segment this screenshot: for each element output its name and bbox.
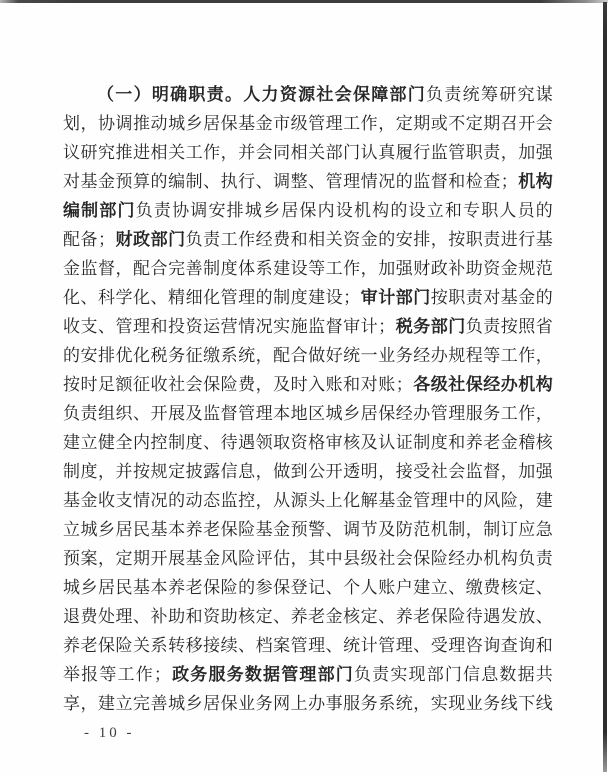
- text-run: 金监督，配合完善制度体系建设等工作，加强财政补助资金规范: [63, 259, 553, 278]
- document-body: [63, 80, 553, 718]
- bold-text-run: 审计部门: [360, 288, 431, 307]
- text-line: [63, 573, 553, 602]
- text-line: [63, 689, 553, 718]
- scan-edge-right-artifact: [603, 2, 607, 772]
- text-line: [63, 544, 553, 573]
- text-line: [63, 254, 553, 283]
- text-line: [63, 196, 553, 225]
- text-run: 享，建立完善城乡居保业务网上办事服务系统，实现业务线下线: [63, 694, 553, 713]
- text-line: [63, 457, 553, 486]
- text-line: [63, 109, 553, 138]
- text-line: [63, 370, 553, 399]
- text-line: [63, 399, 553, 428]
- page-number: - 10 -: [84, 725, 135, 741]
- text-run: 负责实现部门信息数据共: [353, 665, 553, 684]
- bold-text-run: （一）明确职责。人力资源社会保障部门: [97, 85, 427, 104]
- bold-text-run: 机构: [517, 172, 553, 191]
- text-run: 划，协调推动城乡居保基金市级管理工作，定期或不定期召开会: [63, 114, 553, 133]
- text-run: 化、科学化、精细化管理的制度建设；: [63, 288, 361, 307]
- bold-text-run: 编制部门: [63, 201, 136, 220]
- bold-text-run: 政务服务数据管理部门: [171, 665, 354, 684]
- bold-text-run: 税务部门: [395, 317, 466, 336]
- text-line: [63, 660, 553, 689]
- text-line: [63, 428, 553, 457]
- text-run: 按时足额征收社会保险费，及时入账和对账；: [63, 375, 413, 394]
- text-run: 负责统筹研究谋: [426, 85, 553, 104]
- text-run: 制度，并按规定披露信息，做到公开透明，接受社会监督，加强: [63, 462, 553, 481]
- text-line: [63, 167, 553, 196]
- text-run: 基金收支情况的动态监控，从源头上化解基金管理中的风险，建: [63, 491, 553, 510]
- text-run: 建立健全内控制度、待遇领取资格审核及认证制度和养老金稽核: [63, 433, 553, 452]
- text-run: 负责工作经费和相关资金的安排，按职责进行基: [185, 230, 553, 249]
- text-run: 立城乡居民基本养老保险基金预警、调节及防范机制，制订应急: [63, 520, 553, 539]
- text-run: 配备；: [63, 230, 116, 249]
- text-line: [63, 312, 553, 341]
- text-run: 的安排优化税务征缴系统，配合做好统一业务经办规程等工作，: [63, 346, 553, 365]
- text-run: 负责组织、开展及监督管理本地区城乡居保经办管理服务工作，: [63, 404, 553, 423]
- text-run: 预案，定期开展基金风险评估，其中县级社会保险经办机构负责: [63, 549, 553, 568]
- scan-edge-top-artifact: [0, 0, 608, 3]
- text-run: 按职责对基金的: [430, 288, 553, 307]
- text-line: [63, 225, 553, 254]
- text-run: 对基金预算的编制、执行、调整、管理情况的监督和检查；: [63, 172, 518, 191]
- text-line: [63, 486, 553, 515]
- text-run: 养老保险关系转移接续、档案管理、统计管理、受理咨询查询和: [63, 636, 553, 655]
- text-line: [63, 138, 553, 167]
- text-line: [63, 341, 553, 370]
- text-run: 城乡居民基本养老保险的参保登记、个人账户建立、缴费核定、: [63, 578, 553, 597]
- text-line: [63, 80, 553, 109]
- bold-text-run: 财政部门: [115, 230, 186, 249]
- text-run: 退费处理、补助和资助核定、养老金核定、养老保险待遇发放、: [63, 607, 553, 626]
- text-run: 负责按照省: [465, 317, 553, 336]
- text-run: 负责协调安排城乡居保内设机构的设立和专职人员的: [135, 201, 553, 220]
- bold-text-run: 各级社保经办机构: [412, 375, 553, 394]
- text-run: 收支、管理和投资运营情况实施监督审计；: [63, 317, 396, 336]
- text-line: [63, 515, 553, 544]
- text-line: [63, 602, 553, 631]
- text-line: [63, 631, 553, 660]
- text-line: [63, 283, 553, 312]
- text-run: 议研究推进相关工作，并会同相关部门认真履行监管职责，加强: [63, 143, 553, 162]
- text-run: 举报等工作；: [63, 665, 172, 684]
